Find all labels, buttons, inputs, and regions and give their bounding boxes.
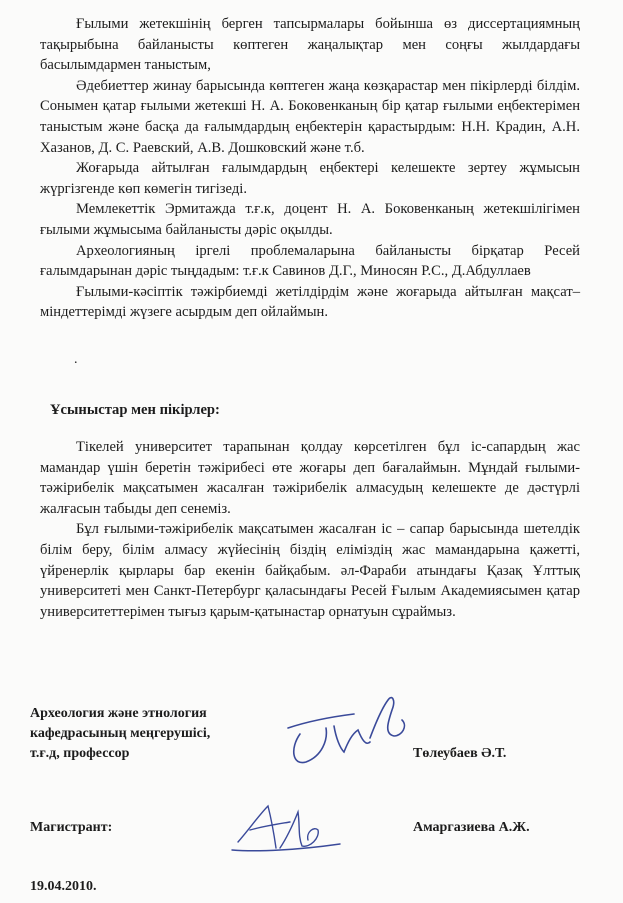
head-title — [30, 704, 210, 764]
body-text — [40, 14, 580, 323]
head-name: Төлеубаев Ә.Т. — [413, 746, 507, 761]
head-title-line-2: кафедрасының меңгерушісі, — [30, 726, 211, 741]
head-title-line-3: т.ғ.д, профессор — [30, 746, 130, 761]
paragraph-1: Ғылыми жетекшінің берген тапсырмалары бойынша өз диссертациямның тақырыбына байланысты көптеген жаңалықтар мен соңғы жылдардағы басылымдармен таныстым, — [40, 16, 580, 74]
student-label: Магистрант: — [30, 820, 113, 835]
section-title: Ұсыныстар мен пікірлер: — [50, 402, 220, 418]
paragraph-2: Әдебиеттер жинау барысында көптеген жаңа көзқарастар мен пікірлерді білдім. Сонымен қатар ғылыми жетекші Н. А. Боковенканың бір қатар ғылыми еңбектерімен таныстым және басқа да ғалымдардың еңбектерін қарастырдым: Н.Н. Крадин, А.Н. Хазанов, Д. С. Раевский, А.В. Дошковский және т.б. — [40, 77, 580, 156]
recommendation-1: Тікелей университет тарапынан қолдау көрсетілген бұл іс-сапардың жас мамандар үшін беретін тәжірибесі өте жоғары деп бағалаймын. Мұндай ғылыми-тәжірибелік мақсатымен жасалған тәжірибелік алмасудың келешекте де дәстүрлі жалғасын табыды деп сенеміз. — [40, 439, 580, 517]
paragraph-6: Ғылыми-кәсіптік тәжірбиемді жетілдірдім және жоғарыда айтылған мақсат–міндеттерімді жүзеге асырдым деп ойлаймын. — [40, 283, 580, 321]
head-signature — [282, 682, 422, 772]
stray-mark: . — [74, 352, 78, 367]
student-signature — [228, 792, 348, 862]
student-name: Амаргазиева А.Ж. — [413, 820, 530, 835]
head-title-line-1: Археология және этнология — [30, 706, 207, 721]
recommendations-text — [40, 437, 580, 622]
paragraph-3: Жоғарыда айтылған ғалымдардың еңбектері келешекте зертеу жұмысын жүргізгенде көп көмегін тигізеді. — [40, 160, 580, 197]
paragraph-4: Мемлекеттік Эрмитажда т.ғ.к, доцент Н. А. Боковенканың жетекшілігімен ғылыми жұмысыма байланысты дәріс оқылды. — [40, 201, 580, 238]
document-date: 19.04.2010. — [30, 879, 97, 894]
recommendation-2: Бұл ғылыми-тәжірибелік мақсатымен жасалған іс – сапар барысында шетелдік білім беру, білім алмасу жүйесінің біздің еліміздің жас мамандарына қажетті, үйренерлік қырлары бар екенін байқабым. әл-Фараби атындағы Қазақ Ұлттық университеті мен Санкт-Петербург қаласындағы Ресей Ғылым Академиясымен қатар университеттерімен тығыз қарым-қатынастар орнатуын сұраймыз. — [40, 521, 580, 620]
paragraph-5: Археологияның іргелі проблемаларына байланысты бірқатар Ресей ғалымдарынан дәріс тыңдадым: т.ғ.к Савинов Д.Г., Миносян Р.С., Д.Абдуллаев — [40, 242, 580, 280]
